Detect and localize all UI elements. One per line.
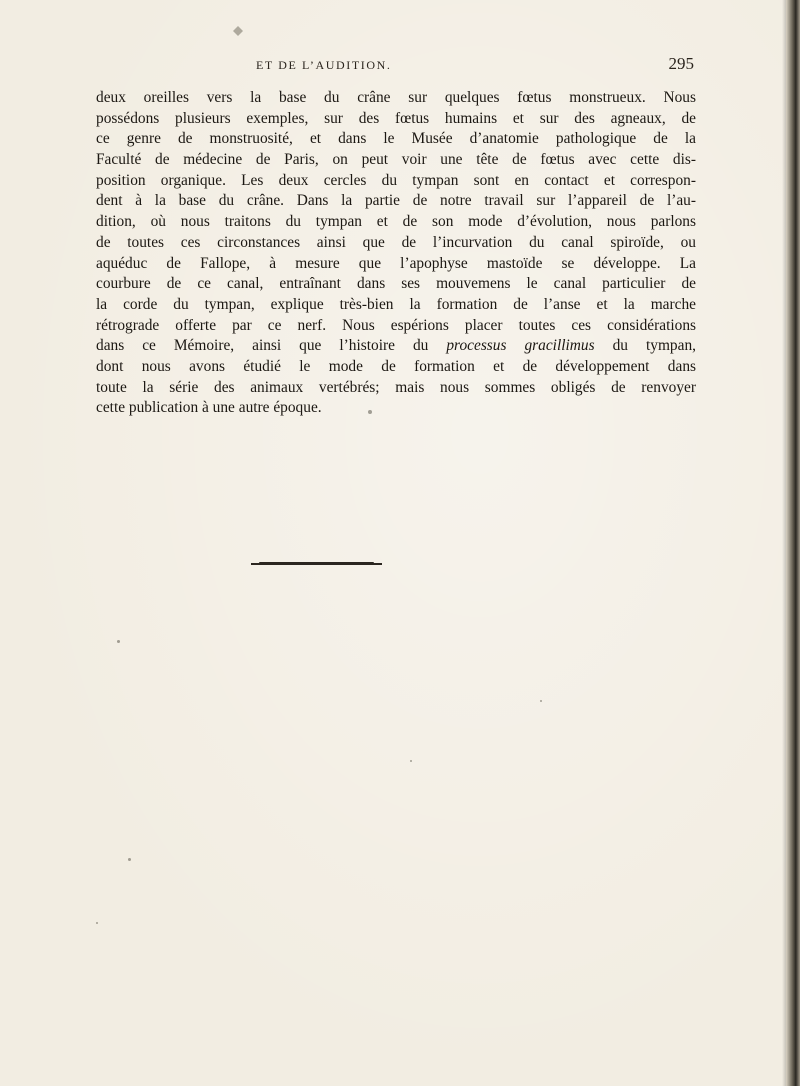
text-line: rétrograde offerte par ce nerf. Nous espérions placer toutes ces considérations (96, 316, 696, 334)
paper-speck (540, 700, 542, 702)
text-line: ce genre de monstruosité, et dans le Musée d’anatomie pathologique de la (96, 130, 696, 148)
text-line: la corde du tympan, explique très-bien la formation de l’anse et la marche (96, 295, 696, 313)
section-end-rule (259, 562, 374, 565)
text-line: Faculté de médecine de Paris, on peut voir une tête de fœtus avec cette dis- (96, 151, 696, 169)
text-line: de toutes ces circonstances ainsi que de l’incurvation du canal spiroïde, ou (96, 233, 696, 251)
book-edge (786, 0, 800, 1086)
text-line: deux oreilles vers la base du crâne sur quelques fœtus monstrueux. Nous (96, 89, 696, 106)
text-segment: dans ce Mémoire, ainsi que l’histoire du (96, 337, 429, 355)
text-line: position organique. Les deux cercles du tympan sont en contact et correspon- (96, 171, 696, 189)
text-line-with-italic (96, 336, 696, 357)
text-line: dont nous avons étudié le mode de formation et de développement dans (96, 357, 696, 375)
text-line: dition, où nous traitons du tympan et de son mode d’évolution, nous parlons (96, 213, 696, 231)
text-line: possédons plusieurs exemples, sur des fœtus humains et sur des agneaux, de (96, 109, 696, 127)
ink-blot-icon (233, 26, 243, 36)
text-line: aquéduc de Fallope, à mesure que l’apophyse mastoïde se développe. La (96, 254, 696, 272)
text-segment: du tympan, (612, 337, 696, 355)
paper-speck (128, 858, 131, 861)
page-number: 295 (668, 54, 694, 73)
paper-speck (96, 922, 98, 924)
paper-speck (368, 410, 372, 414)
page-header (96, 54, 696, 82)
text-line: toute la série des animaux vertébrés; mais nous sommes obligés de renvoyer (96, 378, 696, 396)
body-text (96, 88, 696, 419)
paper-speck (410, 760, 412, 762)
paper-speck (117, 640, 120, 643)
text-line: courbure de ce canal, entraînant dans ses mouvemens le canal particulier de (96, 275, 696, 293)
text-line: dent à la base du crâne. Dans la partie de notre travail sur l’appareil de l’au- (96, 192, 696, 210)
running-head: ET DE L’AUDITION. (256, 58, 392, 72)
italic-term: processus gracillimus (446, 337, 595, 355)
text-line: cette publication à une autre époque. (96, 399, 322, 417)
